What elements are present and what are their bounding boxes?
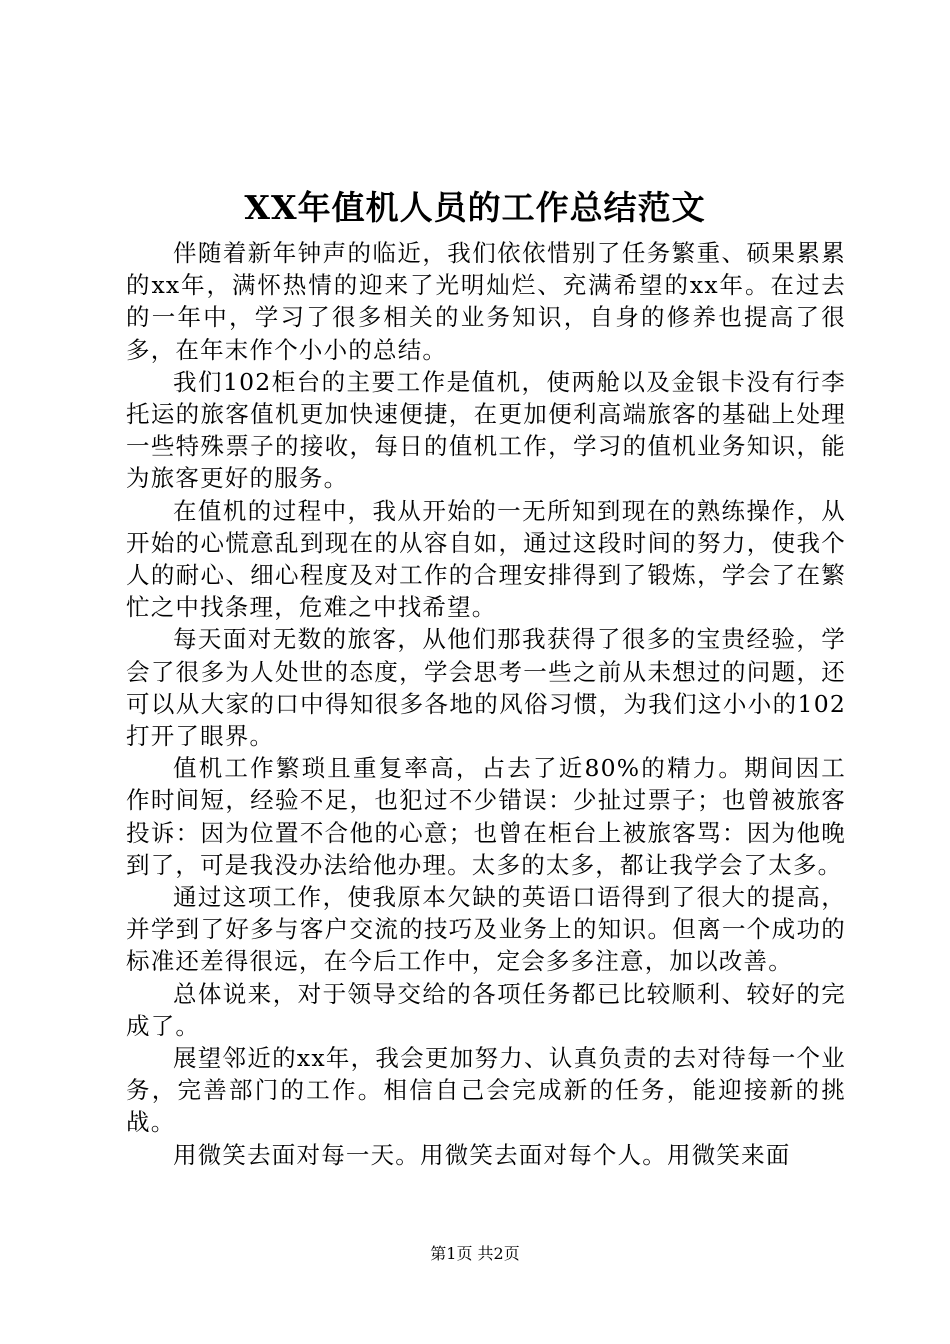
paragraph-5: 值机工作繁琐且重复率高，占去了近80%的精力。期间因工作时间短，经验不足，也犯过不少错误：少扯过票子；也曾被旅客投诉：因为位置不合他的心意；也曾在柜台上被旅客骂：因为他晚到了，可是我没办法给他办理。太多的太多，都让我学会了太多。 <box>126 754 846 879</box>
paragraph-6: 通过这项工作，使我原本欠缺的英语口语得到了很大的提高，并学到了好多与客户交流的技巧及业务上的知识。但离一个成功的标准还差得很远，在今后工作中，定会多多注意，加以改善。 <box>126 883 846 976</box>
paragraph-2: 我们102柜台的主要工作是值机，使两舱以及金银卡没有行李托运的旅客值机更加快速便捷，在更加便利高端旅客的基础上处理一些特殊票子的接收，每日的值机工作，学习的值机业务知识，能为旅客更好的服务。 <box>126 367 846 493</box>
paragraph-9: 用微笑去面对每一天。用微笑去面对每个人。用微笑来面 <box>173 1140 791 1169</box>
page-number-footer: 第1页 共2页 <box>430 1244 520 1263</box>
paragraph-1: 伴随着新年钟声的临近，我们依依惜别了任务繁重、硕果累累的xx年，满怀热情的迎来了光明灿烂、充满希望的xx年。在过去的一年中，学习了很多相关的业务知识，自身的修养也提高了很多，在年末作个小小的总结。 <box>126 239 846 364</box>
document-title: XX年值机人员的工作总结范文 <box>244 188 706 227</box>
paragraph-3: 在值机的过程中，我从开始的一无所知到现在的熟练操作，从开始的心慌意乱到现在的从容自如，通过这段时间的努力，使我个人的耐心、细心程度及对工作的合理安排得到了锻炼，学会了在繁忙之中找条理，危难之中找希望。 <box>126 496 846 622</box>
paragraph-7: 总体说来，对于领导交给的各项任务都已比较顺利、较好的完成了。 <box>126 979 846 1040</box>
document-body <box>126 237 846 1171</box>
paragraph-4: 每天面对无数的旅客，从他们那我获得了很多的宝贵经验，学会了很多为人处世的态度，学会思考一些之前从未想过的问题，还可以从大家的口中得知很多各地的风俗习惯，为我们这小小的102打开了眼界。 <box>126 625 846 751</box>
paragraph-8: 展望邻近的xx年，我会更加努力、认真负责的去对待每一个业务，完善部门的工作。相信自己会完成新的任务，能迎接新的挑战。 <box>126 1044 846 1137</box>
